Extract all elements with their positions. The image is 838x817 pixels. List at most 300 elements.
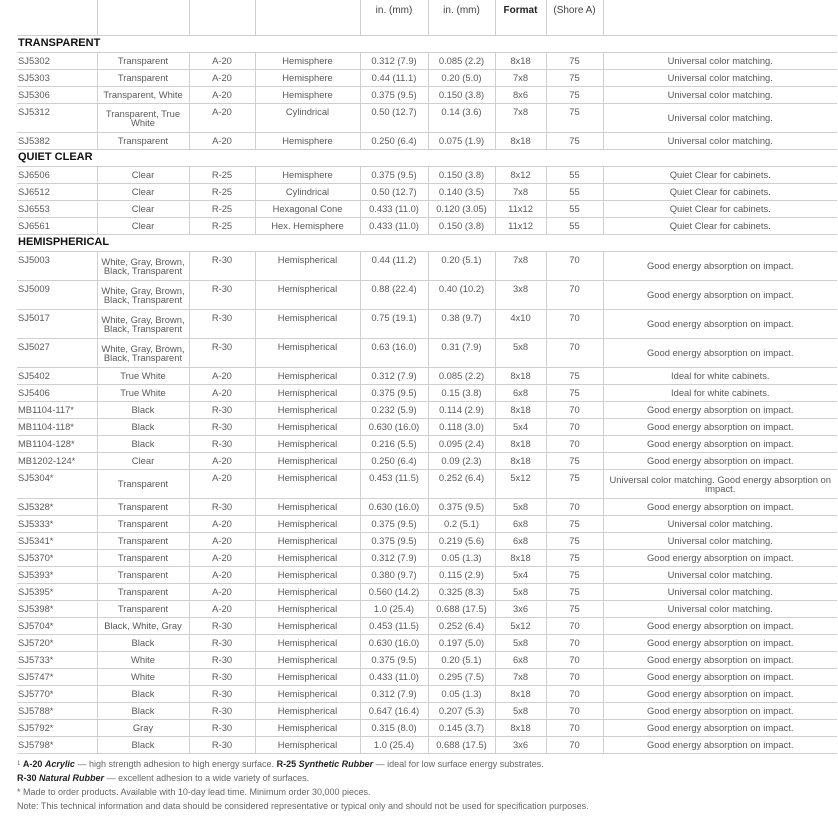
- part-number-cell: SJ5370*: [17, 550, 97, 567]
- adhesive-name-r25: Synthetic Rubber: [298, 759, 374, 769]
- adhesive-cell: R-30: [189, 402, 255, 419]
- shape-cell: Hemispherical: [255, 310, 360, 339]
- color-cell: White, Gray, Brown, Black, Transparent: [97, 339, 189, 368]
- notes-cell: Good energy absorption on impact.: [603, 669, 837, 686]
- format-cell: 11x12: [495, 201, 546, 218]
- notes-cell: Universal color matching.: [603, 567, 837, 584]
- color-cell: White: [97, 669, 189, 686]
- hardness-cell: 55: [546, 201, 603, 218]
- part-number-cell: SJ5303: [17, 70, 97, 87]
- format-cell: 6x8: [495, 652, 546, 669]
- format-cell: 5x8: [495, 703, 546, 720]
- adhesive-cell: R-30: [189, 281, 255, 310]
- diameter-cell: 0.250 (6.4): [360, 453, 428, 470]
- format-cell: 8x12: [495, 167, 546, 184]
- height-cell: 0.150 (3.8): [428, 167, 495, 184]
- table-row: [17, 436, 837, 453]
- shape-cell: Hemispherical: [255, 499, 360, 516]
- shape-cell: Hemisphere: [255, 53, 360, 70]
- part-number-cell: SJ5017: [17, 310, 97, 339]
- footnotes: [17, 757, 837, 813]
- hardness-cell: 75: [546, 385, 603, 402]
- shape-cell: Hemispherical: [255, 281, 360, 310]
- shape-cell: Hemispherical: [255, 652, 360, 669]
- hardness-cell: 75: [546, 453, 603, 470]
- notes-cell: Ideal for white cabinets.: [603, 368, 837, 385]
- hardness-cell: 75: [546, 584, 603, 601]
- height-cell: 0.20 (5.1): [428, 252, 495, 281]
- hardness-cell: 55: [546, 167, 603, 184]
- color-cell: True White: [97, 385, 189, 402]
- adhesive-cell: A-20: [189, 516, 255, 533]
- color-cell: Transparent: [97, 516, 189, 533]
- hardness-cell: 75: [546, 567, 603, 584]
- adhesive-cell: A-20: [189, 385, 255, 402]
- height-cell: 0.114 (2.9): [428, 402, 495, 419]
- color-cell: Transparent: [97, 584, 189, 601]
- part-number-cell: SJ5720*: [17, 635, 97, 652]
- adhesive-cell: R-30: [189, 652, 255, 669]
- header-cell-format: Format: [495, 0, 546, 36]
- height-cell: 0.31 (7.9): [428, 339, 495, 368]
- diameter-cell: 0.375 (9.5): [360, 385, 428, 402]
- diameter-cell: 0.44 (11.2): [360, 252, 428, 281]
- color-cell: Clear: [97, 184, 189, 201]
- part-number-cell: MB1104-117*: [17, 402, 97, 419]
- table-row: [17, 703, 837, 720]
- part-number-cell: SJ5009: [17, 281, 97, 310]
- table-row: [17, 499, 837, 516]
- height-cell: 0.118 (3.0): [428, 419, 495, 436]
- format-cell: 5x4: [495, 567, 546, 584]
- notes-cell: Quiet Clear for cabinets.: [603, 201, 837, 218]
- notes-cell: Good energy absorption on impact.: [603, 550, 837, 567]
- color-cell: White: [97, 652, 189, 669]
- adhesive-cell: R-25: [189, 167, 255, 184]
- adhesive-cell: A-20: [189, 104, 255, 133]
- shape-cell: Hexagonal Cone: [255, 201, 360, 218]
- notes-cell: Good energy absorption on impact.: [603, 737, 837, 754]
- notes-cell: Good energy absorption on impact.: [603, 499, 837, 516]
- hardness-cell: 75: [546, 104, 603, 133]
- format-cell: 8x18: [495, 436, 546, 453]
- diameter-cell: 0.375 (9.5): [360, 516, 428, 533]
- hardness-cell: 75: [546, 70, 603, 87]
- table-row: [17, 584, 837, 601]
- part-number-cell: SJ5306: [17, 87, 97, 104]
- height-cell: 0.09 (2.3): [428, 453, 495, 470]
- hardness-cell: 70: [546, 281, 603, 310]
- table-row: [17, 669, 837, 686]
- adhesive-desc-a20: — high strength adhesion to high energy surface.: [77, 759, 275, 769]
- part-number-cell: SJ5398*: [17, 601, 97, 618]
- adhesive-cell: R-25: [189, 218, 255, 235]
- table-row: [17, 720, 837, 737]
- table-row: [17, 635, 837, 652]
- height-cell: 0.688 (17.5): [428, 737, 495, 754]
- diameter-cell: 1.0 (25.4): [360, 737, 428, 754]
- table-row: [17, 601, 837, 618]
- spec-sheet: [17, 0, 837, 813]
- table-row: [17, 70, 837, 87]
- hardness-cell: 70: [546, 686, 603, 703]
- height-cell: 0.688 (17.5): [428, 601, 495, 618]
- color-cell: White, Gray, Brown, Black, Transparent: [97, 281, 189, 310]
- table-row: [17, 252, 837, 281]
- hardness-cell: 70: [546, 669, 603, 686]
- section-heading-row: [17, 150, 837, 167]
- height-cell: 0.05 (1.3): [428, 686, 495, 703]
- shape-cell: Hemispherical: [255, 419, 360, 436]
- table-row: [17, 218, 837, 235]
- part-number-cell: SJ5027: [17, 339, 97, 368]
- diameter-cell: 0.453 (11.5): [360, 618, 428, 635]
- adhesive-cell: R-30: [189, 720, 255, 737]
- format-cell: 7x8: [495, 104, 546, 133]
- color-cell: Black: [97, 419, 189, 436]
- part-number-cell: SJ6512: [17, 184, 97, 201]
- notes-cell: Good energy absorption on impact.: [603, 436, 837, 453]
- table-row: [17, 53, 837, 70]
- notes-cell: Good energy absorption on impact.: [603, 453, 837, 470]
- color-cell: Black: [97, 737, 189, 754]
- table-row: [17, 652, 837, 669]
- format-cell: 5x8: [495, 635, 546, 652]
- notes-cell: Good energy absorption on impact.: [603, 618, 837, 635]
- notes-cell: Universal color matching.: [603, 533, 837, 550]
- hardness-cell: 75: [546, 601, 603, 618]
- adhesive-cell: R-30: [189, 419, 255, 436]
- part-number-cell: MB1104-118*: [17, 419, 97, 436]
- hardness-cell: 70: [546, 339, 603, 368]
- adhesive-cell: R-30: [189, 669, 255, 686]
- table-row: [17, 618, 837, 635]
- hardness-cell: 70: [546, 402, 603, 419]
- adhesive-cell: R-30: [189, 635, 255, 652]
- format-cell: 4x10: [495, 310, 546, 339]
- shape-cell: Hemispherical: [255, 584, 360, 601]
- shape-cell: Hemispherical: [255, 339, 360, 368]
- adhesive-cell: R-30: [189, 618, 255, 635]
- diameter-cell: 0.312 (7.9): [360, 368, 428, 385]
- shape-cell: Cylindrical: [255, 184, 360, 201]
- hardness-cell: 75: [546, 516, 603, 533]
- part-number-cell: SJ5333*: [17, 516, 97, 533]
- adhesive-code-a20: A-20: [22, 759, 43, 769]
- adhesive-desc-r30: — excellent adhesion to a wide variety of surfaces.: [106, 773, 310, 783]
- notes-cell: Good energy absorption on impact.: [603, 252, 837, 281]
- shape-cell: Hemispherical: [255, 737, 360, 754]
- adhesive-cell: R-30: [189, 737, 255, 754]
- hardness-cell: 70: [546, 436, 603, 453]
- height-cell: 0.20 (5.0): [428, 70, 495, 87]
- diameter-cell: 0.375 (9.5): [360, 652, 428, 669]
- diameter-cell: 0.250 (6.4): [360, 133, 428, 150]
- section-title: QUIET CLEAR: [17, 150, 837, 167]
- diameter-cell: 0.312 (7.9): [360, 550, 428, 567]
- table-row: [17, 737, 837, 754]
- color-cell: Transparent: [97, 70, 189, 87]
- notes-cell: Universal color matching.: [603, 516, 837, 533]
- table-row: [17, 686, 837, 703]
- adhesive-cell: R-30: [189, 339, 255, 368]
- section-title: HEMISPHERICAL: [17, 235, 837, 252]
- format-cell: 5x4: [495, 419, 546, 436]
- adhesive-cell: R-25: [189, 201, 255, 218]
- height-cell: 0.085 (2.2): [428, 53, 495, 70]
- height-cell: 0.05 (1.3): [428, 550, 495, 567]
- part-number-cell: SJ5393*: [17, 567, 97, 584]
- shape-cell: Hemispherical: [255, 436, 360, 453]
- adhesive-name-a20: Acrylic: [44, 759, 75, 769]
- header-cell-color: [97, 0, 189, 36]
- part-number-cell: SJ6506: [17, 167, 97, 184]
- hardness-cell: 75: [546, 133, 603, 150]
- shape-cell: Hemisphere: [255, 133, 360, 150]
- hardness-cell: 75: [546, 470, 603, 499]
- part-number-cell: SJ5341*: [17, 533, 97, 550]
- hardness-cell: 75: [546, 368, 603, 385]
- notes-cell: Universal color matching.: [603, 87, 837, 104]
- header-cell-height: in. (mm): [428, 0, 495, 36]
- color-cell: Transparent, White: [97, 87, 189, 104]
- height-cell: 0.085 (2.2): [428, 368, 495, 385]
- color-cell: Black, White, Gray: [97, 618, 189, 635]
- hardness-cell: 75: [546, 87, 603, 104]
- adhesive-code-r25: R-25: [276, 759, 297, 769]
- adhesive-cell: R-30: [189, 703, 255, 720]
- hardness-cell: 55: [546, 184, 603, 201]
- height-cell: 0.252 (6.4): [428, 618, 495, 635]
- adhesive-cell: A-20: [189, 70, 255, 87]
- table-row: [17, 550, 837, 567]
- adhesive-cell: A-20: [189, 53, 255, 70]
- notes-cell: Good energy absorption on impact.: [603, 419, 837, 436]
- hardness-cell: 70: [546, 737, 603, 754]
- part-number-cell: SJ5304*: [17, 470, 97, 499]
- color-cell: Clear: [97, 453, 189, 470]
- color-cell: Transparent: [97, 550, 189, 567]
- diameter-cell: 0.312 (7.9): [360, 53, 428, 70]
- header-cell-hardness: (Shore A): [546, 0, 603, 36]
- part-number-cell: SJ5382: [17, 133, 97, 150]
- notes-cell: Universal color matching.: [603, 104, 837, 133]
- part-number-cell: SJ5402: [17, 368, 97, 385]
- shape-cell: Hemispherical: [255, 550, 360, 567]
- format-cell: 3x8: [495, 281, 546, 310]
- shape-cell: Hemispherical: [255, 368, 360, 385]
- format-cell: 7x8: [495, 252, 546, 281]
- hardness-cell: 70: [546, 703, 603, 720]
- format-cell: 8x18: [495, 133, 546, 150]
- notes-cell: Quiet Clear for cabinets.: [603, 167, 837, 184]
- table-row: [17, 310, 837, 339]
- hardness-cell: 70: [546, 618, 603, 635]
- format-cell: 5x8: [495, 339, 546, 368]
- adhesive-cell: R-25: [189, 184, 255, 201]
- notes-cell: Good energy absorption on impact.: [603, 402, 837, 419]
- table-row: [17, 281, 837, 310]
- shape-cell: Hemisphere: [255, 87, 360, 104]
- format-cell: 7x8: [495, 669, 546, 686]
- diameter-cell: 0.375 (9.5): [360, 87, 428, 104]
- notes-cell: Good energy absorption on impact.: [603, 652, 837, 669]
- part-number-cell: SJ5788*: [17, 703, 97, 720]
- color-cell: True White: [97, 368, 189, 385]
- part-number-cell: SJ5770*: [17, 686, 97, 703]
- color-cell: Black: [97, 402, 189, 419]
- table-row: [17, 402, 837, 419]
- table-row: [17, 339, 837, 368]
- table-row: [17, 201, 837, 218]
- adhesive-cell: A-20: [189, 87, 255, 104]
- hardness-cell: 55: [546, 218, 603, 235]
- format-cell: 5x8: [495, 584, 546, 601]
- header-cell-shape: [255, 0, 360, 36]
- adhesive-cell: A-20: [189, 601, 255, 618]
- hardness-cell: 70: [546, 252, 603, 281]
- adhesive-cell: R-30: [189, 252, 255, 281]
- shape-cell: Hemispherical: [255, 669, 360, 686]
- notes-cell: Good energy absorption on impact.: [603, 310, 837, 339]
- format-cell: 8x18: [495, 53, 546, 70]
- shape-cell: Hemispherical: [255, 618, 360, 635]
- color-cell: White, Gray, Brown, Black, Transparent: [97, 252, 189, 281]
- diameter-cell: 0.88 (22.4): [360, 281, 428, 310]
- footnote-disclaimer: Note: This technical information and data should be considered representative or typical only and should not be used for specification purposes.: [17, 801, 589, 811]
- adhesive-cell: A-20: [189, 550, 255, 567]
- notes-cell: Good energy absorption on impact.: [603, 686, 837, 703]
- shape-cell: Hemispherical: [255, 686, 360, 703]
- color-cell: Transparent: [97, 470, 189, 499]
- hardness-cell: 75: [546, 550, 603, 567]
- color-cell: Transparent: [97, 499, 189, 516]
- adhesive-cell: A-20: [189, 533, 255, 550]
- height-cell: 0.295 (7.5): [428, 669, 495, 686]
- shape-cell: Hemispherical: [255, 402, 360, 419]
- color-cell: Transparent: [97, 53, 189, 70]
- adhesive-cell: R-30: [189, 310, 255, 339]
- part-number-cell: SJ5395*: [17, 584, 97, 601]
- shape-cell: Hemispherical: [255, 601, 360, 618]
- format-cell: 6x8: [495, 385, 546, 402]
- section-heading-row: [17, 235, 837, 252]
- adhesive-cell: A-20: [189, 133, 255, 150]
- color-cell: Clear: [97, 201, 189, 218]
- adhesive-cell: A-20: [189, 470, 255, 499]
- height-cell: 0.252 (6.4): [428, 470, 495, 499]
- diameter-cell: 0.375 (9.5): [360, 533, 428, 550]
- table-row: [17, 104, 837, 133]
- format-cell: 3x6: [495, 601, 546, 618]
- part-number-cell: SJ5406: [17, 385, 97, 402]
- height-cell: 0.120 (3.05): [428, 201, 495, 218]
- header-cell-notes: [603, 0, 837, 36]
- hardness-cell: 70: [546, 310, 603, 339]
- table-header-row: [17, 0, 837, 36]
- height-cell: 0.20 (5.1): [428, 652, 495, 669]
- hardness-cell: 70: [546, 652, 603, 669]
- header-cell-adhesive: [189, 0, 255, 36]
- height-cell: 0.325 (8.3): [428, 584, 495, 601]
- shape-cell: Hex. Hemisphere: [255, 218, 360, 235]
- height-cell: 0.145 (3.7): [428, 720, 495, 737]
- diameter-cell: 0.433 (11.0): [360, 669, 428, 686]
- format-cell: 8x18: [495, 453, 546, 470]
- table-row: [17, 470, 837, 499]
- table-row: [17, 419, 837, 436]
- shape-cell: Hemispherical: [255, 252, 360, 281]
- footnote-marker: 1: [17, 761, 21, 767]
- footnote-adhesives-1: [17, 757, 837, 771]
- hardness-cell: 70: [546, 499, 603, 516]
- format-cell: 7x8: [495, 70, 546, 87]
- color-cell: Transparent, True White: [97, 104, 189, 133]
- part-number-cell: SJ6561: [17, 218, 97, 235]
- diameter-cell: 0.630 (16.0): [360, 499, 428, 516]
- adhesive-desc-r25: — ideal for low surface energy substrates.: [375, 759, 544, 769]
- notes-cell: Universal color matching.: [603, 584, 837, 601]
- shape-cell: Hemispherical: [255, 703, 360, 720]
- color-cell: Clear: [97, 167, 189, 184]
- hardness-cell: 75: [546, 53, 603, 70]
- section-title: TRANSPARENT: [17, 36, 837, 53]
- part-number-cell: SJ6553: [17, 201, 97, 218]
- notes-cell: Good energy absorption on impact.: [603, 635, 837, 652]
- notes-cell: Quiet Clear for cabinets.: [603, 218, 837, 235]
- part-number-cell: MB1202-124*: [17, 453, 97, 470]
- section-heading-row: [17, 36, 837, 53]
- height-cell: 0.219 (5.6): [428, 533, 495, 550]
- color-cell: Transparent: [97, 601, 189, 618]
- notes-cell: Universal color matching.: [603, 133, 837, 150]
- notes-cell: Quiet Clear for cabinets.: [603, 184, 837, 201]
- diameter-cell: 0.453 (11.5): [360, 470, 428, 499]
- notes-cell: Good energy absorption on impact.: [603, 281, 837, 310]
- notes-cell: Universal color matching.: [603, 601, 837, 618]
- diameter-cell: 0.375 (9.5): [360, 167, 428, 184]
- height-cell: 0.197 (5.0): [428, 635, 495, 652]
- table-row: [17, 87, 837, 104]
- format-cell: 11x12: [495, 218, 546, 235]
- color-cell: Black: [97, 703, 189, 720]
- footnote-adhesives-2: [17, 771, 837, 785]
- diameter-cell: 0.44 (11.1): [360, 70, 428, 87]
- height-cell: 0.14 (3.6): [428, 104, 495, 133]
- part-number-cell: SJ5312: [17, 104, 97, 133]
- adhesive-cell: R-30: [189, 686, 255, 703]
- height-cell: 0.115 (2.9): [428, 567, 495, 584]
- table-row: [17, 368, 837, 385]
- shape-cell: Hemispherical: [255, 453, 360, 470]
- bumper-spec-table: [17, 0, 837, 754]
- color-cell: Transparent: [97, 567, 189, 584]
- notes-cell: Universal color matching.: [603, 53, 837, 70]
- height-cell: 0.15 (3.8): [428, 385, 495, 402]
- color-cell: Black: [97, 635, 189, 652]
- format-cell: 8x18: [495, 402, 546, 419]
- diameter-cell: 0.630 (16.0): [360, 635, 428, 652]
- diameter-cell: 0.433 (11.0): [360, 218, 428, 235]
- shape-cell: Hemispherical: [255, 385, 360, 402]
- shape-cell: Hemispherical: [255, 720, 360, 737]
- diameter-cell: 0.315 (8.0): [360, 720, 428, 737]
- adhesive-cell: A-20: [189, 584, 255, 601]
- diameter-cell: 0.216 (5.5): [360, 436, 428, 453]
- format-cell: 8x18: [495, 550, 546, 567]
- diameter-cell: 0.75 (19.1): [360, 310, 428, 339]
- format-cell: 6x8: [495, 516, 546, 533]
